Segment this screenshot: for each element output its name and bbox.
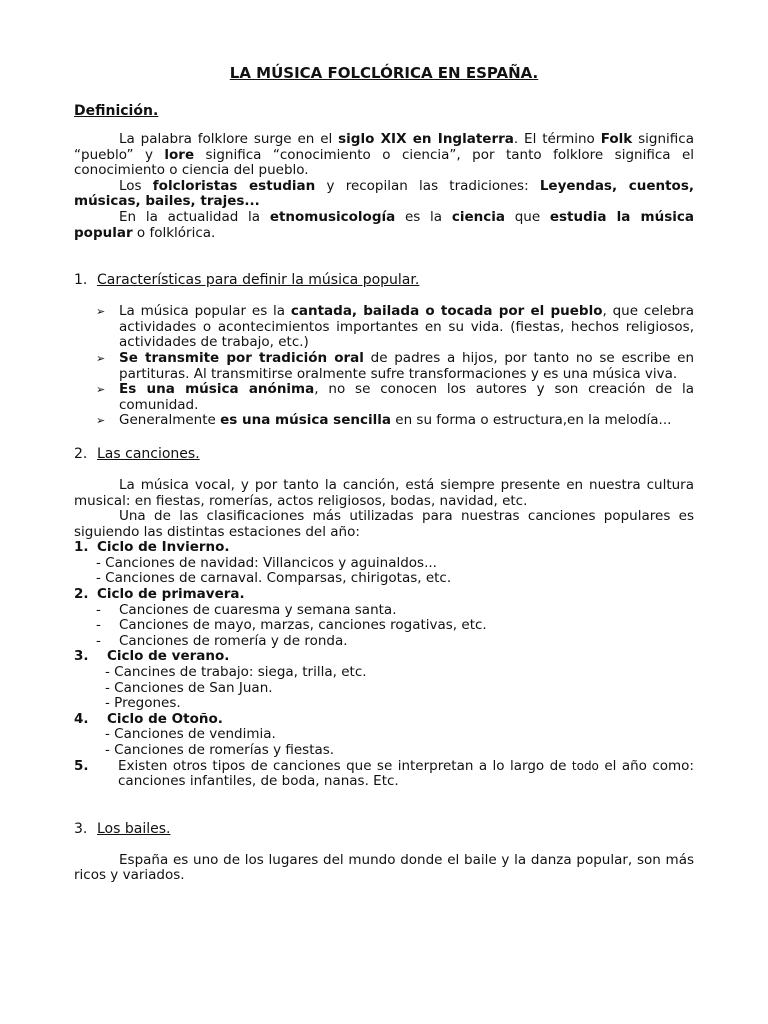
section-title: Las canciones. xyxy=(97,445,200,462)
definition-paragraph-2 xyxy=(74,179,694,210)
songs-paragraph-1: La música vocal, y por tanto la canción, está siempre presente en nuestra cultura musical: en fiestas, romerías, actos religiosos, bodas, navidad, etc. xyxy=(74,476,694,509)
bold-run: lore xyxy=(164,146,195,163)
list-item: - Pregones. xyxy=(105,695,181,712)
bold-run: Leyendas, cuentos, músicas, bailes, trajes... xyxy=(74,177,694,210)
list-item xyxy=(74,304,694,351)
bold-run: estudia la música popular xyxy=(74,208,694,241)
dash-marker: - xyxy=(96,617,101,634)
definition-paragraph-3 xyxy=(74,210,694,241)
text-run: Existen otros tipos de canciones que se interpretan a lo largo de xyxy=(118,757,572,774)
definition-heading: Definición. xyxy=(74,103,159,119)
list-item xyxy=(74,603,694,619)
document-title: LA MÚSICA FOLCLÓRICA EN ESPAÑA. xyxy=(229,64,539,82)
arrow-bullet-icon: ➢ xyxy=(96,305,106,319)
cycle-number: 1. xyxy=(74,539,89,556)
document-page xyxy=(74,0,694,884)
other-songs-item xyxy=(74,759,694,790)
section-title: Características para definir la música popular. xyxy=(97,272,420,289)
text-run: todo xyxy=(571,758,599,773)
bold-run: es una música sencilla xyxy=(220,412,391,429)
cycle-number: 2. xyxy=(74,586,89,603)
text-run: en su forma o estructura,en la melodía... xyxy=(390,412,672,429)
section-2-heading xyxy=(74,445,694,463)
dances-paragraph-1: España es uno de los lugares del mundo donde el baile y la danza popular, son más ricos y variados. xyxy=(74,851,694,884)
text-run: o folklórica. xyxy=(132,224,216,241)
cycle-autumn-heading xyxy=(74,712,694,728)
text-run: , no se conocen los autores y son creación de la comunidad. xyxy=(119,381,695,413)
arrow-bullet-icon: ➢ xyxy=(96,383,106,397)
cycle-winter-heading xyxy=(74,540,694,556)
bold-run: Folk xyxy=(600,131,633,147)
text-run: que xyxy=(504,208,550,225)
list-item xyxy=(74,634,694,650)
arrow-bullet-icon: ➢ xyxy=(96,414,106,428)
text-run: y recopilan las tradiciones: xyxy=(315,177,540,194)
other-songs-text xyxy=(118,759,694,790)
text-run: significa “conocimiento o ciencia”, por tanto folklore significa el conocimiento o ciencia del pueblo. xyxy=(74,146,695,179)
section-title: Los bailes. xyxy=(97,820,171,837)
arrow-bullet-icon: ➢ xyxy=(96,351,106,365)
section-3-heading xyxy=(74,820,694,838)
text-run: es la xyxy=(395,208,452,225)
cycle-summer-heading xyxy=(74,649,694,665)
section-number: 1. xyxy=(74,272,88,289)
cycle-number: 3. xyxy=(74,648,89,665)
text-run: La música popular es la xyxy=(119,303,291,320)
section-1-heading xyxy=(74,271,694,289)
list-item-text: Canciones de romería y de ronda. xyxy=(119,632,348,649)
list-item: - Canciones de San Juan. xyxy=(105,679,273,696)
bold-run: ciencia xyxy=(451,208,505,225)
list-item: - Canciones de carnaval. Comparsas, chirigotas, etc. xyxy=(96,570,452,587)
list-item: - Cancines de trabajo: siega, trilla, etc. xyxy=(105,664,367,681)
bold-run: etnomusicología xyxy=(269,208,396,225)
characteristics-list xyxy=(74,304,694,429)
cycle-title: Ciclo de primavera. xyxy=(97,586,245,603)
list-item: - Canciones de romerías y fiestas. xyxy=(105,742,335,758)
list-item xyxy=(74,382,694,413)
section-number: 3. xyxy=(74,820,88,837)
list-item: - Canciones de vendimia. xyxy=(105,726,276,743)
text-run: Los xyxy=(119,177,153,194)
bold-run: folcloristas estudian xyxy=(152,177,316,194)
dash-marker: - xyxy=(96,632,101,649)
list-item xyxy=(74,413,694,429)
text-run: de padres a hijos, por tanto no se escribe en partituras. Al transmitirse oralmente sufre transformaciones y es una música viva. xyxy=(119,349,694,382)
text-run: La palabra folklore surge en el xyxy=(119,131,339,147)
bold-run: siglo XIX en Inglaterra xyxy=(338,131,514,147)
bold-run: cantada, bailada o tocada por el pueblo xyxy=(290,303,603,320)
cycle-number: 4. xyxy=(74,710,89,727)
text-run: . El término xyxy=(513,131,601,147)
text-run: el año como: canciones infantiles, de boda, nanas. Etc. xyxy=(118,757,694,790)
list-item: - Canciones de navidad: Villancicos y aguinaldos... xyxy=(96,554,437,571)
cycle-title: Ciclo de Invierno. xyxy=(97,539,230,556)
list-item xyxy=(74,618,694,634)
text-run: significa “pueblo” y xyxy=(74,131,694,163)
text-run: En la actualidad la xyxy=(119,208,270,225)
bold-run: Se transmite por tradición oral xyxy=(119,349,364,366)
songs-paragraph-2: Una de las clasificaciones más utilizadas para nuestras canciones populares es siguiendo las distintas estaciones del año: xyxy=(74,508,694,540)
cycle-title: Ciclo de Otoño. xyxy=(107,710,223,727)
bold-run: Es una música anónima xyxy=(119,381,315,398)
cycle-title: Ciclo de verano. xyxy=(107,648,230,665)
cycle-spring-heading xyxy=(74,587,694,603)
dash-marker: - xyxy=(96,601,101,618)
text-run: Generalmente xyxy=(119,412,221,429)
cycle-number: 5. xyxy=(74,757,89,774)
list-item-text: Canciones de mayo, marzas, canciones rogativas, etc. xyxy=(119,617,487,634)
text-run: , que celebra actividades o acontecimientos importantes en su vida. (fiestas, hechos religiosos, actividades de trabajo, etc.) xyxy=(119,303,694,351)
definition-paragraph-1 xyxy=(74,132,694,179)
list-item xyxy=(74,351,694,382)
section-number: 2. xyxy=(74,445,88,462)
list-item-text: Canciones de cuaresma y semana santa. xyxy=(119,601,397,618)
